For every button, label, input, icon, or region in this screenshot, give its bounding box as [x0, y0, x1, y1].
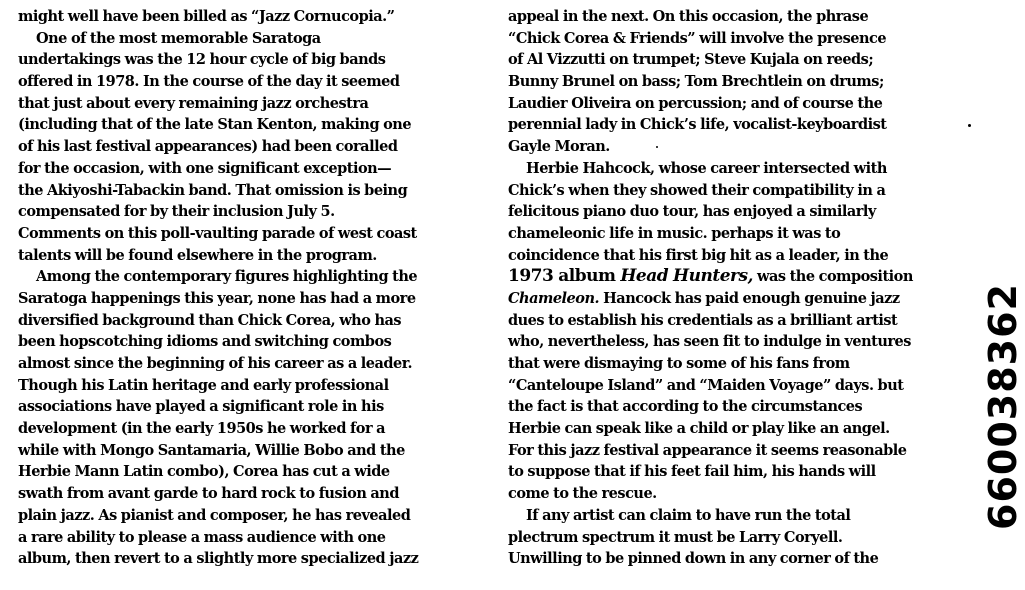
text-segment: of Al Vizzutti on trumpet; Steve Kujala on reeds;	[508, 51, 874, 69]
text-line: One of the most memorable Saratoga	[36, 29, 321, 47]
text-line	[508, 201, 958, 223]
text-segment: who, nevertheless, has seen fit to indulge in ventures	[508, 333, 911, 351]
text-segment: coincidence that his first big hit as a leader, in the	[508, 246, 889, 264]
text-segment: to suppose that if his feet fail him, his hands will	[508, 463, 876, 481]
text-line	[508, 136, 958, 158]
text-line: might well have been billed as “Jazz Cornucopia.”	[18, 8, 395, 25]
text-line	[508, 158, 958, 180]
text-segment: Herbie can speak like a child or play like an angel.	[508, 420, 890, 438]
text-line: almost since the beginning of his career as a leader.	[18, 355, 413, 372]
text-segment: come to the rescue.	[508, 485, 657, 503]
text-line: been hopscotching idioms and switching combos	[18, 333, 392, 351]
text-line	[508, 527, 958, 549]
text-segment: If any artist can claim to have run the total	[526, 506, 851, 524]
text-line	[508, 49, 958, 71]
text-line: of his last festival appearances) had been coralled	[18, 138, 398, 156]
text-line: Herbie Mann Latin combo), Corea has cut a wide	[18, 463, 390, 481]
text-segment: plectrum spectrum it must be Larry Coryell.	[508, 528, 843, 546]
text-segment: felicitous piano duo tour, has enjoyed a similarly	[508, 203, 876, 221]
text-segment: Hancock has paid enough genuine jazz	[599, 289, 900, 307]
text-line: swath from avant garde to hard rock to fusion and	[18, 485, 399, 503]
text-line	[508, 440, 958, 462]
text-segment: Chick’s when they showed their compatibility in a	[508, 181, 886, 199]
text-line	[508, 375, 958, 397]
text-segment: the fact is that according to the circumstances	[508, 398, 863, 416]
text-line: while with Mongo Santamaria, Willie Bobo and the	[18, 441, 405, 459]
text-line: for the occasion, with one significant exception—	[18, 159, 392, 177]
text-line	[508, 505, 958, 527]
text-line: compensated for by their inclusion July 5.	[18, 203, 335, 221]
text-line	[508, 180, 958, 202]
text-line: undertakings was the 12 hour cycle of big bands	[18, 51, 386, 69]
text-segment: “Chick Corea & Friends” will involve the presence	[508, 29, 887, 47]
text-line: plain jazz. As pianist and composer, he has revealed	[18, 506, 411, 524]
document-id-number: 660038362	[981, 283, 1025, 530]
text-line: talents will be found elsewhere in the program.	[18, 246, 377, 264]
text-line	[508, 245, 958, 267]
text-segment: that were dismaying to some of his fans from	[508, 355, 850, 372]
text-line	[508, 28, 958, 50]
text-line	[508, 353, 958, 375]
text-line: the Akiyoshi-Tabackin band. That omission is being	[18, 181, 408, 199]
text-segment: Gayle Moran.	[508, 138, 610, 156]
text-line	[508, 461, 958, 483]
text-line: album, then revert to a slightly more specialized jazz	[18, 550, 419, 568]
text-line: diversified background than Chick Corea, who has	[18, 311, 402, 329]
text-segment: Herbie Hahcock, whose career intersected with	[526, 159, 887, 177]
text-line: Among the contemporary figures highlighting the	[36, 268, 418, 286]
text-segment: perennial lady in Chick’s life, vocalist-keyboardist	[508, 116, 887, 134]
text-line	[508, 548, 958, 570]
text-line	[508, 310, 958, 332]
scan-speck	[656, 146, 658, 148]
text-segment: Unwilling to be pinned down in any corner of the	[508, 550, 879, 568]
left-text-column	[18, 6, 480, 570]
text-line	[508, 288, 958, 310]
text-segment: dues to establish his credentials as a brilliant artist	[508, 311, 898, 329]
text-line: Saratoga happenings this year, none has had a more	[18, 289, 416, 307]
text-segment: 1973 album	[508, 266, 621, 287]
text-line	[508, 6, 958, 28]
text-line	[508, 418, 958, 440]
text-line: Comments on this poll-vaulting parade of west coast	[18, 224, 417, 242]
text-line	[508, 93, 958, 115]
text-line: offered in 1978. In the course of the day it seemed	[18, 73, 400, 91]
text-segment: Bunny Brunel on bass; Tom Brechtlein on drums;	[508, 73, 884, 91]
scan-speck	[968, 124, 971, 127]
text-line: that just about every remaining jazz orchestra	[18, 94, 369, 112]
text-line	[508, 483, 958, 505]
italic-title: Head Hunters,	[620, 266, 753, 287]
text-line: development (in the early 1950s he worked for a	[18, 420, 386, 438]
text-line: a rare ability to please a mass audience with one	[18, 528, 386, 546]
text-line: Though his Latin heritage and early professional	[18, 376, 389, 394]
text-line	[508, 396, 958, 418]
text-segment: Laudier Oliveira on percussion; and of course the	[508, 94, 883, 112]
right-text-column	[508, 6, 958, 570]
text-line	[508, 71, 958, 93]
text-line	[508, 223, 958, 245]
text-line: (including that of the late Stan Kenton, making one	[18, 116, 412, 134]
text-line	[508, 331, 958, 353]
text-segment: “Canteloupe Island” and “Maiden Voyage” days. but	[508, 376, 904, 394]
italic-title: Chameleon.	[508, 289, 600, 307]
text-line	[508, 114, 958, 136]
text-segment: For this jazz festival appearance it seems reasonable	[508, 441, 907, 459]
text-line: associations have played a significant role in his	[18, 398, 384, 416]
text-segment: was the composition	[752, 268, 913, 286]
text-line	[508, 266, 958, 288]
text-segment: appeal in the next. On this occasion, the phrase	[508, 8, 869, 25]
text-segment: chameleonic life in music. perhaps it was to	[508, 224, 841, 242]
